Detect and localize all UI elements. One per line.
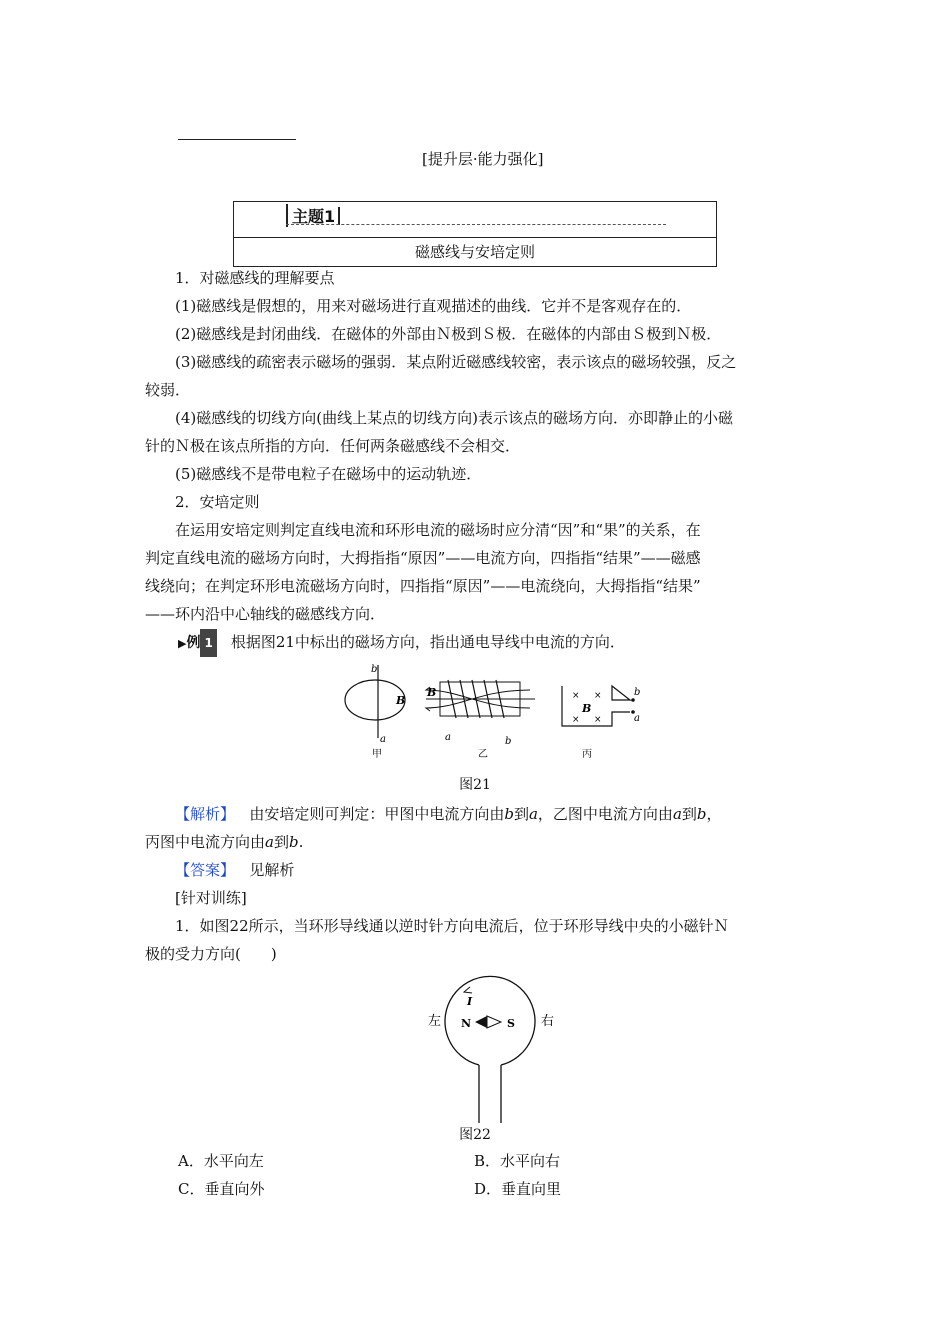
figure-21-caption: 图21 [459,777,491,793]
analysis-text-d: 到 [681,805,697,823]
fig22-N: N [461,1017,472,1030]
fig21-jia-label: 甲 [372,749,382,760]
topic-box [233,201,717,267]
answer-tag: 【答案】 [175,861,236,879]
paragraph-1: (1)磁感线是假想的，用来对磁场进行直观描述的曲线．它并不是客观存在的． [175,297,692,315]
analysis-line2-a: 丙图中电流方向由 [145,833,266,851]
paragraph-6c: 线绕向；在判定环形电流磁场方向时，四指指“原因”——电流绕向，大拇指指“结果” [145,577,701,595]
fig21-bing-b: b [634,687,641,698]
var-a-3: a [265,833,274,851]
var-a-2: a [672,805,682,823]
paragraph-6d: ——环内沿中心轴线的磁感线方向． [145,605,386,623]
fig21-yi-label: 乙 [478,749,488,760]
figure-22 [415,975,565,1125]
analysis-text-b: 到 [513,805,529,823]
topic-label-text: 主题1 [292,207,336,226]
fig21-bing-x3: × [572,715,580,725]
example-tag: 例 [186,635,201,651]
analysis-line-1 [145,800,810,828]
figure-21 [330,660,650,760]
var-a-1: a [528,805,538,823]
fig22-right: 右 [541,1014,555,1029]
heading-2: 2．安培定则 [175,493,260,511]
analysis-text-a: 由安培定则可判定：甲图中电流方向由 [249,805,505,823]
var-b-3: b [288,833,299,851]
fig21-bing-B: B [582,702,592,715]
paragraph-3b: 较弱． [145,381,191,399]
fig21-yi-a: a [445,732,451,743]
example-number: 1 [200,629,216,657]
paragraph-6b: 判定直线电流的磁场方向时，大拇指指“原因”——电流方向，四指指“结果”——磁感 [145,549,701,567]
var-b-2: b [696,805,707,823]
fig21-bing-x1: × [572,691,580,701]
needle-south [487,1016,501,1028]
figure-jia [345,664,405,760]
paragraph-5: (5)磁感线不是带电粒子在磁场中的运动轨迹． [175,465,482,483]
fig21-bing-a: a [634,713,640,724]
needle-north [475,1016,487,1028]
answer-line [145,856,810,884]
option-c[interactable]: C．垂直向外 [178,1180,265,1198]
figure-bing [562,686,640,760]
figure-22-caption: 图22 [459,1127,491,1143]
fig21-jia-a: a [380,734,386,745]
var-b-1: b [504,805,514,823]
analysis-line-2 [145,828,810,856]
analysis-line2-b: 到 [273,833,289,851]
topic-bar [338,207,340,225]
answer-text: 见解析 [249,861,295,879]
topic-title: 磁感线与安培定则 [414,243,535,261]
section-header: [提升层·能力强化] [422,150,544,168]
example-line [178,628,843,658]
header-rule [178,139,296,140]
analysis-text-e: ， [706,805,722,823]
fig22-S: S [507,1017,515,1030]
example-arrow-icon: ▶ [178,637,187,650]
paragraph-6a: 在运用安培定则判定直线电流和环形电流的磁场时应分清“因”和“果”的关系，在 [175,521,701,539]
fig21-jia-B: B [396,694,406,707]
topic-header [234,202,716,238]
paragraph-4b: 针的Ｎ极在该点所指的方向．任何两条磁感线不会相交． [145,437,521,455]
topic-dashed-line [286,224,666,225]
fig21-bing-x4: × [594,715,602,725]
option-d[interactable]: D．垂直向里 [474,1180,562,1198]
paragraph-4a: (4)磁感线的切线方向(曲线上某点的切线方向)表示该点的磁场方向．亦即静止的小磁 [175,409,733,427]
question-1a: 1．如图22所示，当环形导线通以逆时针方向电流后，位于环形导线中央的小磁针Ｎ [175,917,729,935]
fig22-left: 左 [428,1014,442,1029]
paragraph-2: (2)磁感线是封闭曲线．在磁体的外部由Ｎ极到Ｓ极．在磁体的内部由Ｓ极到Ｎ极． [175,325,722,343]
option-b[interactable]: B．水平向右 [474,1152,561,1170]
fig21-bing-label: 丙 [582,749,592,760]
fig22-I: I [467,995,473,1008]
fig21-jia-b: b [371,664,378,675]
heading-1: 1．对磁感线的理解要点 [175,269,335,287]
analysis-line2-c: . [298,833,304,851]
fig21-yi-b: b [505,736,512,747]
analysis-tag: 【解析】 [175,805,236,823]
example-text: 根据图21中标出的磁场方向，指出通电导线中电流的方向． [230,633,625,651]
question-1b: 极的受力方向( ) [145,945,277,963]
training-header: [针对训练] [175,889,247,907]
analysis-text-c: ，乙图中电流方向由 [537,805,673,823]
figure-yi [426,680,535,760]
option-a[interactable]: A．水平向左 [178,1152,264,1170]
fig21-yi-B: B [427,686,437,699]
fig21-bing-x2: × [594,691,602,701]
paragraph-3a: (3)磁感线的疏密表示磁场的强弱．某点附近磁感线较密，表示该点的磁场较强，反之 [175,353,737,371]
